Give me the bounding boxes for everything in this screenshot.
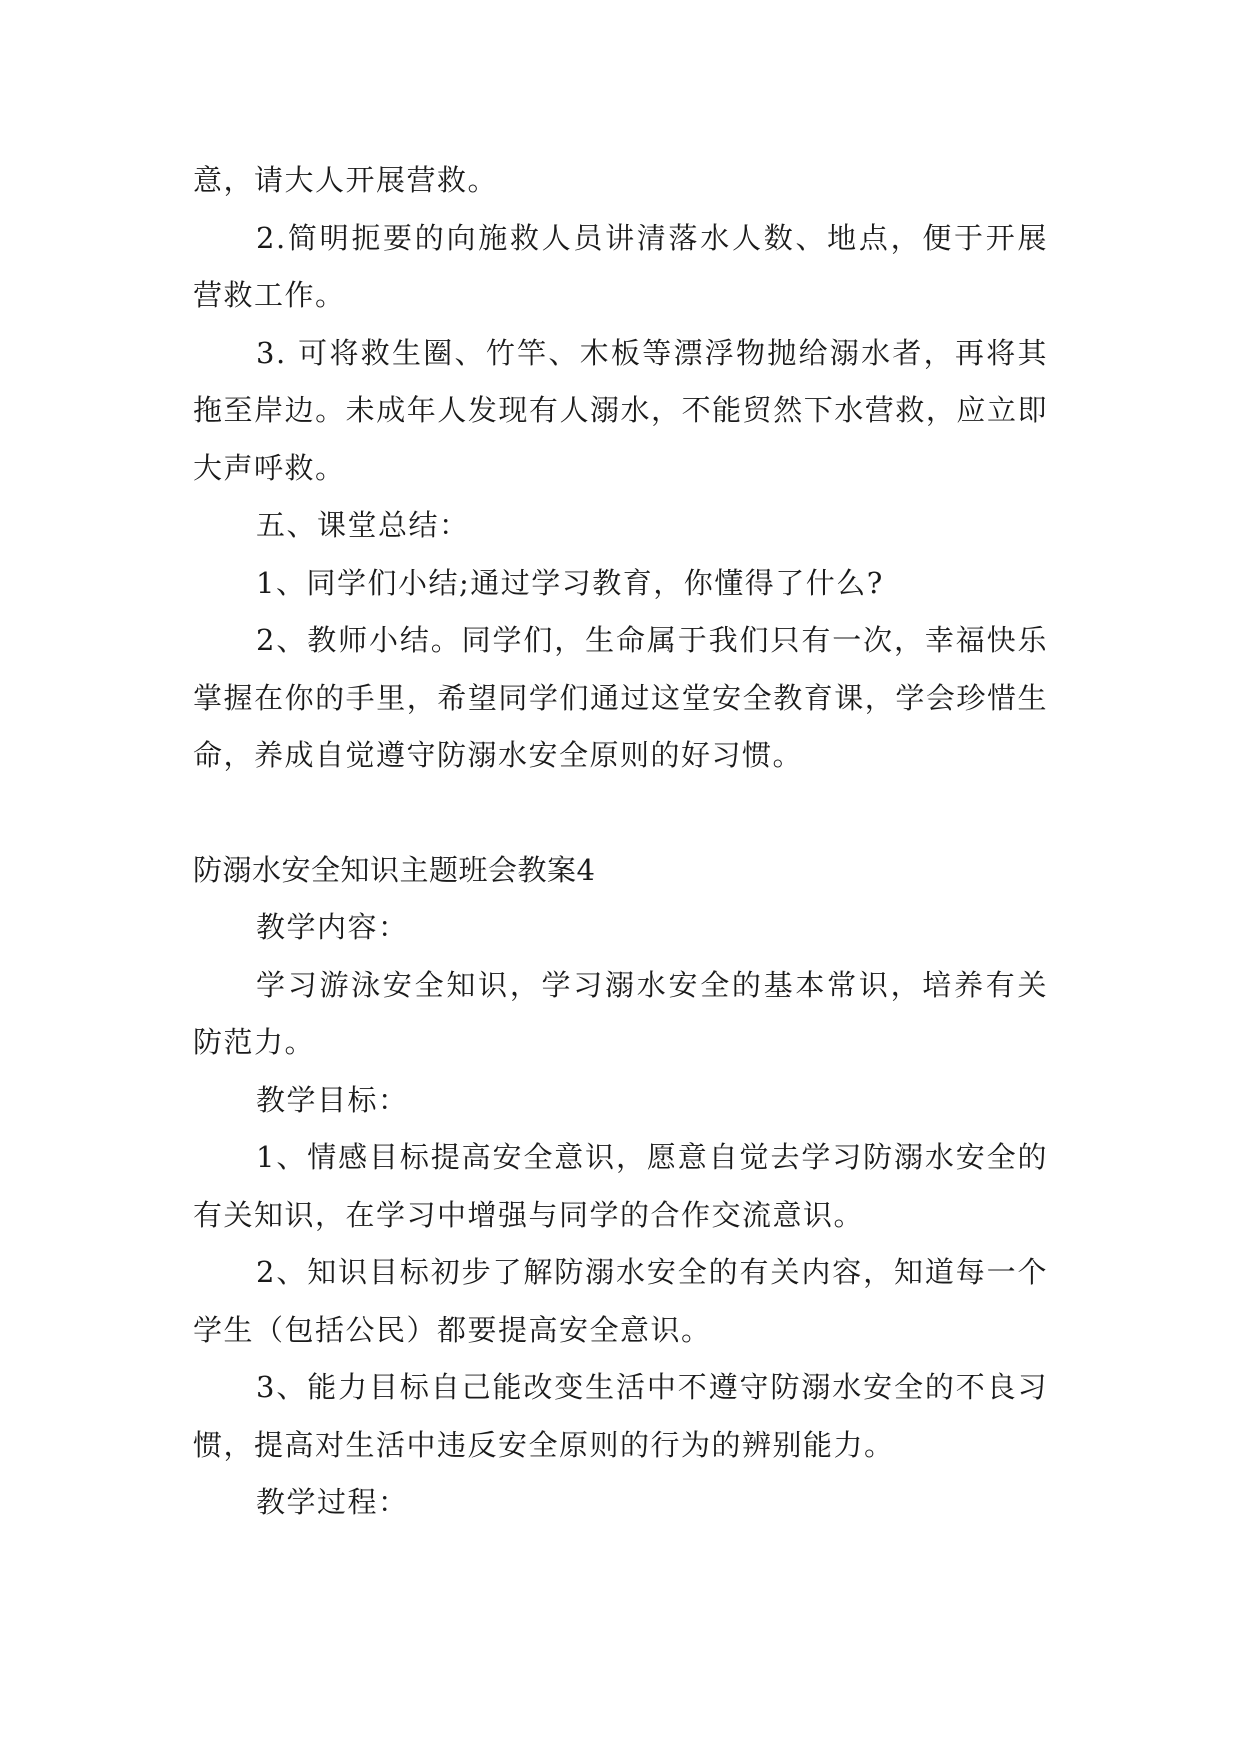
paragraph-teaching-content: 学习游泳安全知识，学习溺水安全的基本常识，培养有关防范力。 [193, 967, 1048, 1059]
paragraph-continuation: 意，请大人开展营救。 [193, 163, 499, 197]
paragraph-step-3: 3. 可将救生圈、竹竿、木板等漂浮物抛给溺水者，再将其拖至岸边。未成年人发现有人溺水，不能贸然下水营救，应立即大声呼救。 [193, 335, 1048, 485]
heading-teaching-content: 教学内容： [256, 910, 409, 944]
document-section-title: 防溺水安全知识主题班会教案4 [193, 852, 596, 887]
heading-teaching-process: 教学过程： [256, 1485, 409, 1519]
paragraph-goal-emotion: 1、情感目标提高安全意识，愿意自觉去学习防溺水安全的有关知识，在学习中增强与同学的合作交流意识。 [193, 1140, 1048, 1232]
paragraph-goal-ability: 3、能力目标自己能改变生活中不遵守防溺水安全的不良习惯，提高对生活中违反安全原则的行为的辨别能力。 [193, 1370, 1048, 1462]
paragraph-goal-knowledge: 2、知识目标初步了解防溺水安全的有关内容，知道每一个学生（包括公民）都要提高安全意识。 [193, 1255, 1048, 1347]
paragraph-summary-2: 2、教师小结。同学们，生命属于我们只有一次，幸福快乐掌握在你的手里，希望同学们通过这堂安全教育课，学会珍惜生命，养成自觉遵守防溺水安全原则的好习惯。 [193, 623, 1048, 772]
paragraph-summary-1: 1、同学们小结;通过学习教育，你懂得了什么? [256, 565, 884, 600]
heading-teaching-goals: 教学目标： [256, 1082, 409, 1117]
paragraph-step-2: 2.简明扼要的向施救人员讲清落水人数、地点，便于开展营救工作。 [193, 220, 1048, 312]
section-heading-summary: 五、课堂总结： [256, 508, 470, 542]
document-page [193, 152, 1048, 1532]
